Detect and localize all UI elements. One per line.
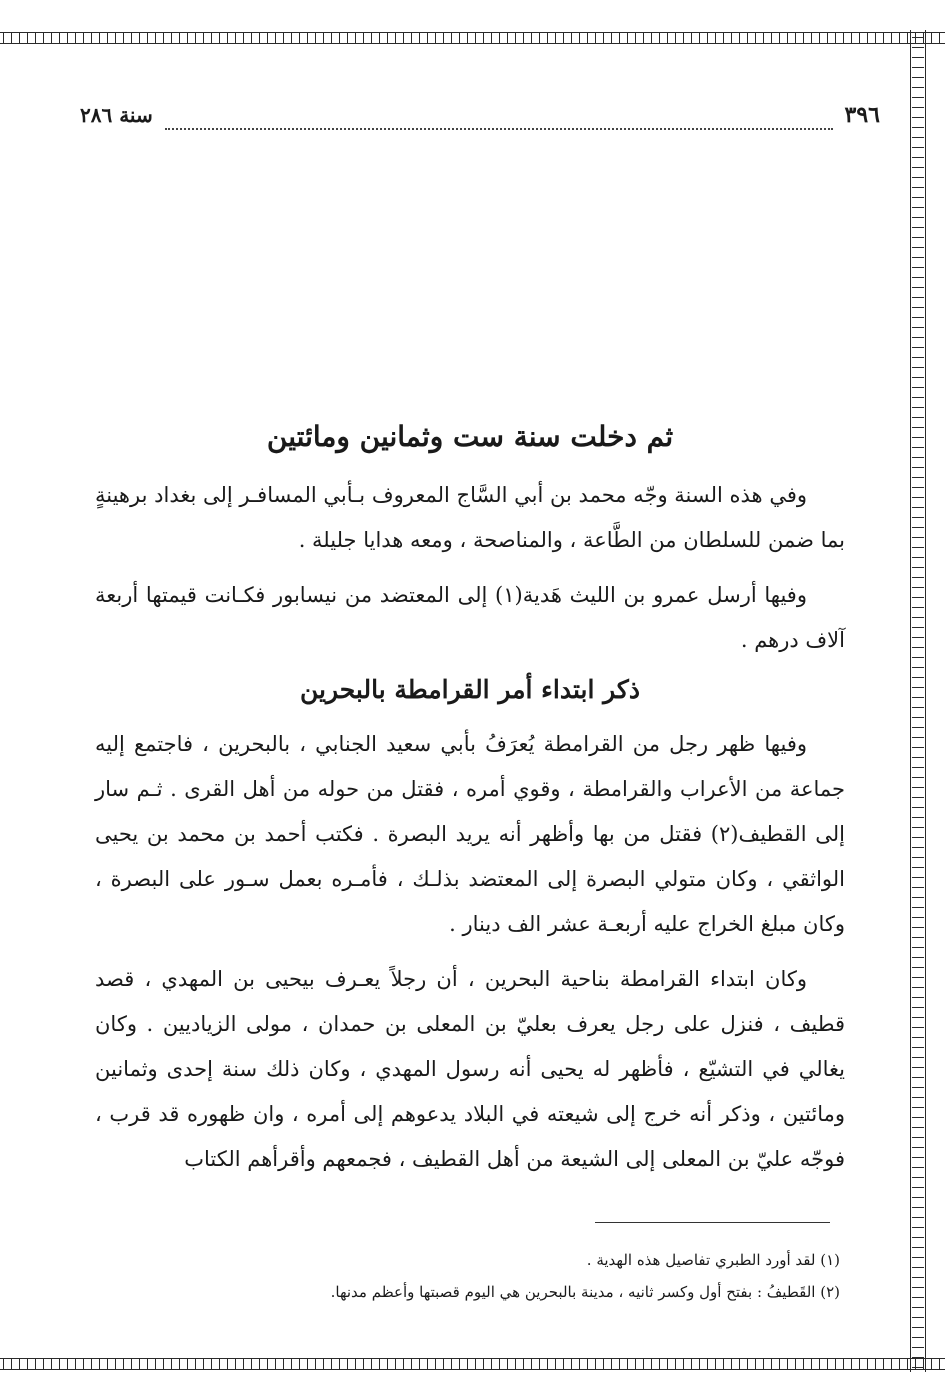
paragraph: وفيها ظهر رجل من القرامطة يُعرَفُ بأبي سعيد الجنابي ، بالبحرين ، فاجتمع إليه جماعة من الأعراب والقرامطة ، وقوي أمره ، فقتل من حوله من أهل القرى . ثـم سار إلى القطيف(٢) فقتل من بها وأظهر أنه يريد البصرة . فكتب أحمد بن محمد بن يحيى الواثقي ، وكان متولي البصرة إلى المعتضد بذلـك ، فأمـره بعمل سـور على البصرة ، وكان مبلغ الخراج عليه أربعـة عشر الف دينار . [95,732,845,936]
footnote-separator [595,1222,830,1223]
running-title: سنة ٢٨٦ [80,103,153,127]
main-text [95,420,845,1192]
paragraph: وفيها أرسل عمرو بن الليث هَدية(١) إلى المعتضد من نيسابور فكـانت قيمتها أربعة آلاف درهم . [95,583,845,652]
footnote-1: (١) لقد أورد الطبري تفاصيل هذه الهدية . [586,1251,840,1269]
ornamental-border-top [0,30,945,46]
footnote-2: (٢) القَطيفُ : بفتح أول وكسر ثانيه ، مدينة بالبحرين هي اليوم قصبتها وأعظم مدنها. [330,1283,840,1301]
ornamental-border-bottom [0,1356,945,1372]
header-leader-dots [165,127,833,130]
chapter-title: ثم دخلت سنة ست وثمانين ومائتين [266,420,674,453]
page-number: ٣٩٦ [844,102,880,128]
ornamental-border-right [908,30,928,1372]
footnotes [200,1244,840,1308]
paragraph: وفي هذه السنة وجّه محمد بن أبي السَّاج المعروف بـأبي المسافـر إلى بغداد برهينةٍ بما ضمن للسلطان من الطَّاعة ، والمناصحة ، ومعه هدايا جليلة . [95,483,845,552]
page-header [80,102,880,142]
paragraph: وكان ابتداء القرامطة بناحية البحرين ، أن رجلاً يعـرف بيحيى بن المهدي ، قصد قطيف ، فنزل على رجل يعرف بعليّ بن المعلى بن حمدان ، مولى الزياديين . وكان يغالي في التشيّع ، فأظهر له يحيى أنه رسول المهدي ، وكان ذلك سنة إحدى وثمانين ومائتين ، وذكر أنه خرج إلى شيعته في البلاد يدعوهم إلى أمره ، وان ظهوره قد قرب ، فوجّه عليّ بن المعلى إلى الشيعة من أهل القطيف ، فجمعهم وأقرأهم الكتاب [95,967,845,1171]
section-heading: ذكر ابتداء أمر القرامطة بالبحرين [300,675,640,704]
